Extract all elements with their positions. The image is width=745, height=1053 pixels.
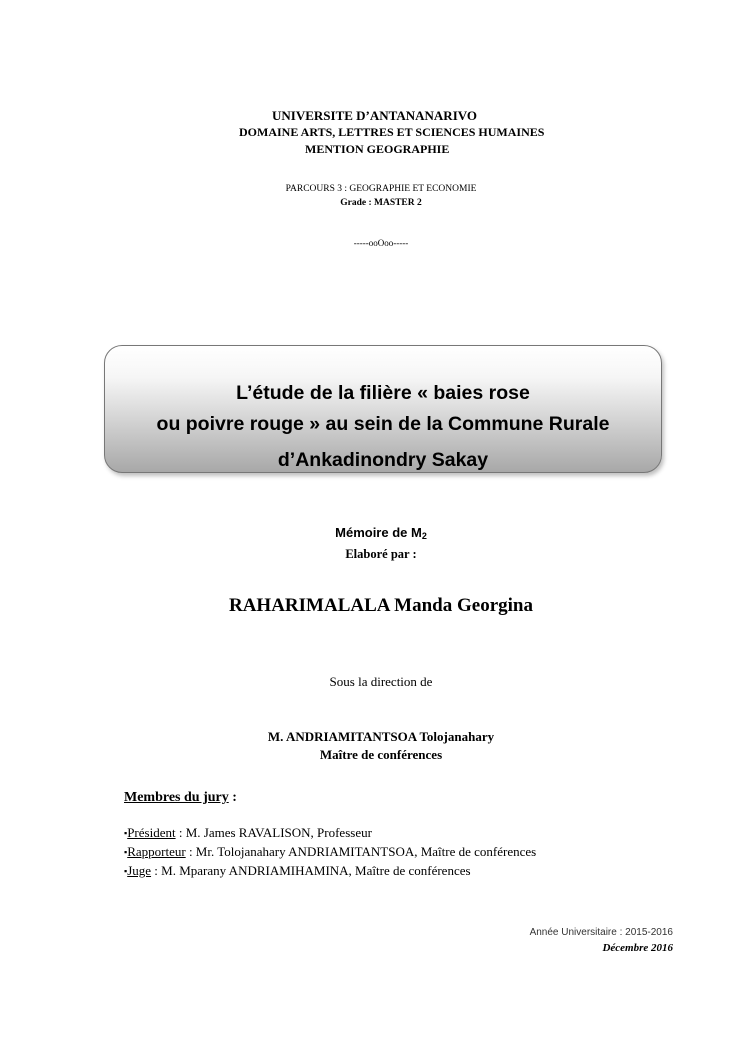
jury-member-rapporteur (124, 844, 536, 860)
supervisor-name: M. ANDRIAMITANTSOA Tolojanahary (267, 729, 495, 744)
memoire-subscript: 2 (421, 531, 427, 541)
jury-role: Rapporteur (127, 844, 186, 859)
jury-role: Juge (127, 863, 152, 878)
jury-detail: : Mr. Tolojanahary ANDRIAMITANTSOA, Maître de conférences (185, 844, 537, 859)
mention-name: MENTION GEOGRAPHIE (305, 142, 450, 156)
grade-label: Grade : MASTER 2 (340, 198, 422, 208)
jury-detail: : M. James RAVALISON, Professeur (175, 825, 372, 840)
memoire-label (0, 525, 745, 541)
domain-name: DOMAINE ARTS, LETTRES ET SCIENCES HUMAINES (239, 125, 545, 139)
elabore-text: Elaboré par (345, 547, 410, 561)
jury-member-juge (124, 863, 471, 879)
elabore-label (0, 547, 745, 562)
separator-text: -----ooOoo----- (353, 238, 409, 248)
jury-heading (124, 790, 237, 806)
title-line-2: ou poivre rouge » au sein de la Commune Rurale (156, 413, 610, 435)
jury-heading-colon: : (228, 790, 237, 805)
academic-year: Année Universitaire : 2015-2016 (529, 927, 673, 938)
author-name: RAHARIMALALA Manda Georgina (228, 595, 533, 616)
bullet-icon: ▪ (124, 866, 128, 876)
supervisor-title: Maître de conférences (319, 747, 443, 762)
bullet-icon: ▪ (124, 828, 128, 838)
direction-label: Sous la direction de (329, 674, 433, 689)
university-name: UNIVERSITE D’ANTANANARIVO (272, 108, 477, 123)
jury-heading-text: Membres du jury (124, 790, 229, 805)
jury-member-president (124, 825, 372, 841)
bullet-icon: ▪ (124, 847, 128, 857)
jury-role: Président (127, 825, 176, 840)
document-date: Décembre 2016 (602, 942, 673, 954)
memoire-text: Mémoire de M (335, 525, 422, 540)
parcours-label: PARCOURS 3 : GEOGRAPHIE ET ECONOMIE (285, 184, 477, 194)
title-box (104, 345, 662, 473)
jury-detail: : M. Mparany ANDRIAMIHAMINA, Maître de conférences (151, 863, 471, 878)
title-line-3: d’Ankadinondry Sakay (277, 449, 489, 471)
title-line-1: L’étude de la filière « baies rose (236, 382, 530, 404)
elabore-colon: : (409, 547, 417, 561)
